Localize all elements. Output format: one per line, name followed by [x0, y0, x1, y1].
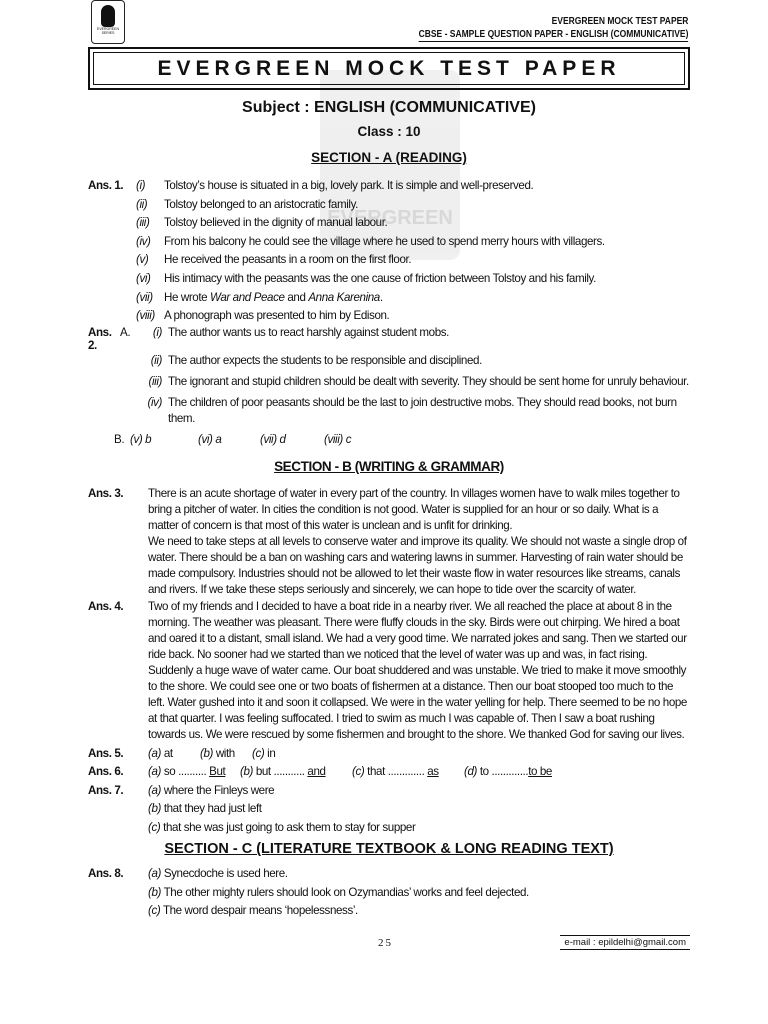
watermark-logo: EVERGREEN: [320, 70, 460, 260]
answer-text: He wrote War and Peace and Anna Karenina.: [164, 290, 383, 304]
answer-paragraph: Two of my friends and I decided to have a boat ride in a nearby river. We all reached the place at about 8 in the morning. The weather was pleasant. There were fluffy clouds in the sky. Birds were out chirping. We hired a boat and oared it to a distant, small island. We had a very good time. We narrated jokes and sang. Then we started our ride back. No sooner had we started than we noticed that the level of water was up and was, in fact rising. Suddenly a huge wave of water came. Our boat shuddered and was unstable. We tried to make it move smoothly to the shore. We could see one or two boats of fishermen at a distance. Then our boat stooped too much to the left. Water gushed into it and soon it collapsed. We were in the water yelling for help. There seemed to be no hope at that quarter. I was feeling suffocated. I tried to swim as much I was capable of. Then I saw a boat rushing towards us. We were rescued by some fishermen and brought to the shore. We thanked God for saving our lives.: [148, 599, 687, 741]
answer-text: From his balcony he could see the village where he used to spend merry hours with villagers.: [164, 234, 605, 248]
item-number: (vii): [136, 290, 153, 304]
part-label: B.: [114, 432, 125, 446]
answer-text: The ignorant and stupid children should be dealt with severity. They should be sent home for unruly behaviour.: [168, 374, 689, 388]
section-a-heading: SECTION - A (READING): [311, 150, 467, 165]
mcq-answer: (v) b: [130, 432, 152, 446]
item-number: (iii): [148, 374, 162, 388]
mcq-answer: (viii) c: [324, 432, 352, 446]
answer-label: Ans. 1.: [88, 179, 124, 192]
item-number: (iii): [136, 216, 150, 230]
answers-5-7: [88, 745, 690, 838]
header-line-2: CBSE - SAMPLE QUESTION PAPER - ENGLISH (COMMUNICATIVE): [418, 29, 688, 40]
class-heading: Class : 10: [357, 124, 421, 139]
answer-label: Ans. 3.: [88, 486, 124, 500]
answer-text: The author expects the students to be responsible and disciplined.: [168, 353, 482, 367]
item-number: (ii): [136, 197, 148, 211]
mcq-answer: (vii) d: [260, 432, 286, 446]
answer-2: [88, 326, 690, 451]
answer-paragraph: We need to take steps at all levels to conserve water and improve its quality. We should not waste a single drop of water. There should be a ban on washing cars and watering lawns in summer. Harvesting of rain water should be made compulsory. Industries should not be allowed to let their waste flow in water resources like streams, canals and rivers. If we take these steps seriously and sincerely, we can hope to tide over the scarcity of water.: [148, 534, 687, 596]
section-b-heading: SECTION - B (WRITING & GRAMMAR): [274, 458, 504, 474]
page-number: 25: [378, 936, 393, 949]
answer-text: A phonograph was presented to him by Edison.: [164, 309, 390, 323]
answer-7: Ans. 7. (a) where the Finleys were (b) that they had just left (c) that she was just going to ask them to stay for supper: [88, 782, 690, 838]
item-number: (iv): [136, 234, 151, 248]
item-number: (vi): [136, 271, 151, 285]
section-c-heading: SECTION - C (LITERATURE TEXTBOOK & LONG READING TEXT): [164, 841, 614, 858]
answer-label: Ans. 2.: [88, 325, 112, 352]
footer-email: e-mail : epildelhi@gmail.com: [560, 935, 690, 950]
mcq-answer: (vi) a: [198, 432, 222, 446]
page-title: EVERGREEN MOCK TEST PAPER: [93, 52, 685, 85]
answer-text: The author wants us to react harshly against student mobs.: [168, 325, 449, 339]
answer-6: Ans. 6. (a) so .......... But (b) but ........... and (c) that ............. as (d) to .............to be: [88, 763, 690, 782]
item-number: (iv): [147, 395, 162, 409]
answer-3: [88, 486, 690, 598]
item-number: (i): [136, 179, 146, 192]
publisher-logo: EVERGREEN SERIES: [91, 0, 125, 44]
answer-4: [88, 599, 690, 743]
answer-5: Ans. 5. (a) at (b) with (c) in: [88, 745, 690, 764]
answer-label: Ans. 6.: [88, 765, 124, 779]
item-number: (viii): [136, 309, 155, 323]
answer-paragraph: There is an acute shortage of water in every part of the country. In villages women have to walk miles together to bring a pitcher of water. In cities the condition is not good. Water is supplied for an hour or so daily. What is a matter of concern is that most of this water is unclean and is unfit for drinking.: [148, 486, 680, 532]
answer-text: Tolstoy’s house is situated in a big, lovely park. It is simple and well-preserved.: [164, 179, 534, 192]
subject-heading: Subject : ENGLISH (COMMUNICATIVE): [242, 99, 536, 116]
part-label: A.: [120, 325, 131, 339]
item-number: (v): [136, 253, 149, 267]
header-line-1: EVERGREEN MOCK TEST PAPER: [551, 16, 688, 27]
answer-label: Ans. 8.: [88, 867, 124, 881]
item-number: (ii): [150, 353, 162, 367]
answer-text: Tolstoy believed in the dignity of manual labour.: [164, 216, 388, 230]
book-title: War and Peace: [210, 290, 285, 304]
answer-text: His intimacy with the peasants was the one cause of friction between Tolstoy and his family.: [164, 271, 596, 285]
answer-text: The children of poor peasants should be the last to join destructive mobs. They should read books, not burn them.: [168, 395, 677, 425]
answer-label: Ans. 4.: [88, 599, 124, 613]
answer-text: Tolstoy belonged to an aristocratic family.: [164, 197, 358, 211]
answer-8: Ans. 8. (a) Synecdoche is used here. (b) The other mighty rulers should look on Ozymandias’ works and feel dejected. (c) The word despair means ‘hopelessness’.: [88, 865, 690, 921]
item-number: (i): [152, 325, 162, 339]
answer-body: [88, 0, 690, 955]
book-title: Anna Karenina: [308, 290, 380, 304]
answer-label: Ans. 7.: [88, 783, 124, 797]
answer-text: He received the peasants in a room on the first floor.: [164, 253, 412, 267]
answer-label: Ans. 5.: [88, 746, 124, 760]
answer-1: [88, 177, 690, 326]
page-footer: [88, 935, 690, 955]
